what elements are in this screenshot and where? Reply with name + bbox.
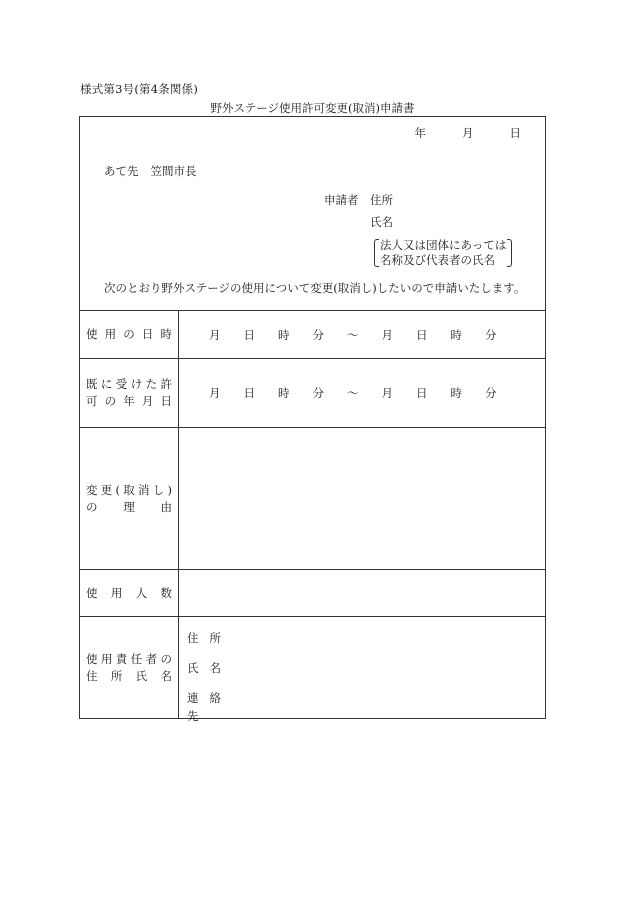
year-label: 年 — [414, 126, 426, 140]
manager-label-line1: 使用責任者の — [86, 651, 172, 666]
change-reason-row — [80, 428, 545, 570]
end-hour: 時 — [450, 327, 462, 342]
corporation-note-line2: 名称及び代表者の氏名 — [380, 253, 495, 267]
addressee-name: 笠間市長 — [150, 164, 197, 178]
change-reason-label-line2: の理由 — [86, 499, 172, 514]
start-month: 月 — [209, 327, 221, 342]
permit-date-label-line1: 既に受けた許 — [86, 377, 172, 391]
start-minute: 分 — [312, 386, 324, 400]
usage-period — [209, 311, 520, 358]
manager-label-cell — [80, 617, 179, 718]
day-label: 日 — [509, 126, 521, 140]
application-statement: 次のとおり野外ステージの使用について変更(取消し)したいので申請いたします。 — [104, 281, 526, 295]
start-month: 月 — [209, 386, 221, 400]
permit-date-label-line2: 可の年月日 — [86, 394, 172, 408]
addressee — [104, 163, 197, 179]
end-day: 日 — [416, 327, 428, 342]
end-hour: 時 — [450, 386, 462, 400]
range-tilde: ～ — [347, 327, 359, 342]
form-number: 様式第3号(第4条関係) — [80, 82, 199, 96]
end-minute: 分 — [485, 327, 497, 342]
addressee-prefix: あて先 — [104, 164, 139, 178]
manager-row — [80, 617, 545, 723]
month-label: 月 — [462, 126, 474, 140]
start-day: 日 — [243, 327, 255, 342]
user-count-row — [80, 570, 545, 617]
start-hour: 時 — [278, 386, 290, 400]
start-minute: 分 — [312, 327, 324, 342]
manager-contact-label: 連絡先 — [187, 691, 221, 723]
date-line — [415, 125, 522, 141]
user-count-label: 使用人数 — [86, 585, 172, 600]
usage-datetime-field[interactable] — [179, 311, 545, 358]
manager-lines — [187, 629, 221, 725]
permit-date-row — [80, 359, 545, 428]
user-count-field[interactable] — [179, 570, 545, 616]
applicant-name-label: 氏名 — [370, 215, 393, 229]
form-header — [80, 117, 545, 311]
end-month: 月 — [381, 386, 393, 400]
usage-datetime-row — [80, 311, 545, 359]
applicant-label: 申請者 — [324, 193, 359, 207]
change-reason-label-line1: 変更(取消し) — [86, 482, 172, 497]
change-reason-label-cell — [80, 428, 179, 569]
usage-datetime-label: 使用の日時 — [86, 327, 172, 341]
user-count-label-cell — [80, 570, 179, 616]
permit-period — [209, 359, 520, 427]
range-tilde: ～ — [347, 386, 359, 400]
manager-field[interactable] — [179, 617, 545, 723]
end-month: 月 — [381, 327, 393, 342]
manager-address-label: 住所 — [187, 631, 221, 645]
start-hour: 時 — [278, 327, 290, 342]
applicant-address-label: 住所 — [370, 193, 393, 207]
permit-date-field[interactable] — [179, 359, 545, 427]
corporation-note-line1: 法人又は団体にあっては — [380, 238, 507, 252]
manager-name-label: 氏名 — [187, 661, 221, 675]
manager-label-line2: 住所氏名 — [86, 668, 172, 683]
end-minute: 分 — [485, 386, 497, 400]
document-title: 野外ステージ使用許可変更(取消)申請書 — [210, 101, 415, 115]
application-form — [79, 116, 546, 723]
corporation-note — [374, 238, 512, 268]
change-reason-field[interactable] — [179, 428, 545, 569]
start-day: 日 — [243, 386, 255, 400]
end-day: 日 — [416, 386, 428, 400]
usage-datetime-label-cell — [80, 311, 179, 358]
permit-date-label-cell — [80, 359, 179, 427]
